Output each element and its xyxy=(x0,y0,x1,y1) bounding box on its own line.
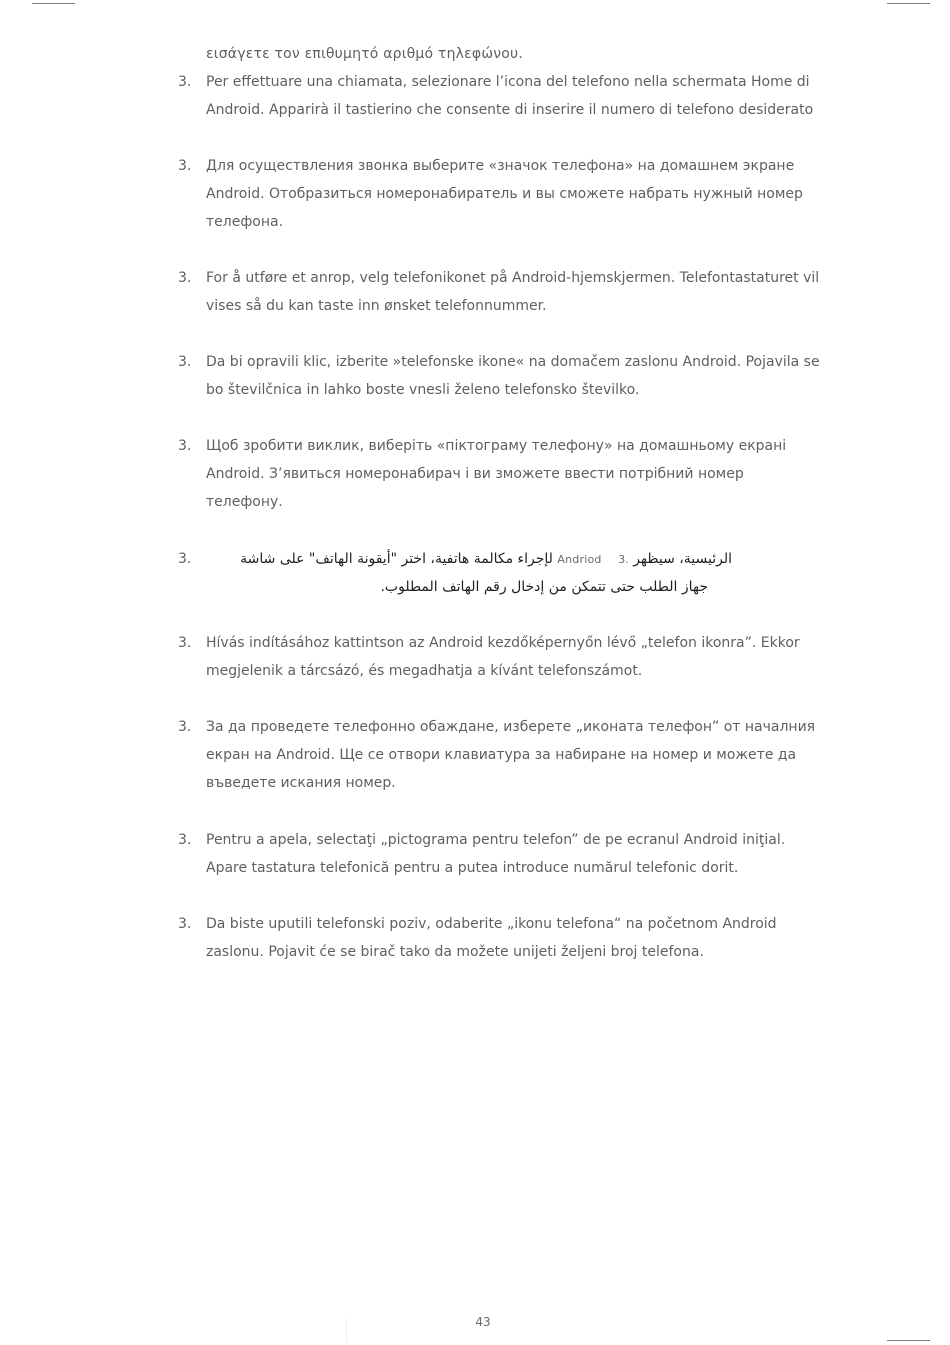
item-number-hungarian: 3. xyxy=(178,635,192,651)
item-hungarian-line-1: Hívás indításához kattintson az Android kezdőképernyőn lévő „telefon ikonra”. Ekkor xyxy=(206,635,800,651)
item-italian-line-1: Per effettuare una chiamata, selezionare l’icona del telefono nella schermata Home di xyxy=(206,74,810,90)
item-number-arabic: 3. xyxy=(178,551,192,567)
crop-mark-top-left xyxy=(32,3,75,4)
item-ukrainian-line-3: телефону. xyxy=(206,494,283,510)
item-slovenian-line-2: bo številčnica in lahko boste vnesli želeno telefonsko številko. xyxy=(206,382,640,398)
item-number-ukrainian: 3. xyxy=(178,438,192,454)
item-russian-line-3: телефона. xyxy=(206,214,284,230)
item-romanian-line-1: Pentru a apela, selectaţi „pictograma pentru telefon” de pe ecranul Android iniţial. xyxy=(206,832,786,848)
item-romanian-line-2: Apare tastatura telefonică pentru a putea introduce numărul telefonic dorit. xyxy=(206,860,739,876)
item-ukrainian-line-1: Щоб зробити виклик, виберіть «піктограму телефону» на домашньому екрані xyxy=(206,438,787,454)
item-number-croatian: 3. xyxy=(178,916,192,932)
item-croatian-line-2: zaslonu. Pojavit će se birač tako da možete unijeti željeni broj telefona. xyxy=(206,944,704,960)
item-arabic-line-1 xyxy=(200,551,732,567)
page-number: 43 xyxy=(475,1315,491,1329)
item-bulgarian-line-1: За да проведете телефонно обаждане, изберете „иконата телефон” от началния xyxy=(206,719,816,735)
arabic-item-number: .3 xyxy=(618,553,629,566)
item-bulgarian-line-3: въведете искания номер. xyxy=(206,775,396,791)
item-slovenian-line-1: Da bi opravili klic, izberite »telefonske ikone« na domačem zaslonu Android. Pojavila se xyxy=(206,354,820,370)
item-number-norwegian: 3. xyxy=(178,270,192,286)
crop-mark-bottom-right xyxy=(887,1340,930,1341)
item-bulgarian-line-2: екран на Android. Ще се отвори клавиатура за набиране на номер и можете да xyxy=(206,747,797,763)
item-arabic-line-2: جهاز الطلب حتى تتمكن من إدخال رقم الهاتف المطلوب. xyxy=(380,579,708,595)
item-number-romanian: 3. xyxy=(178,832,192,848)
arabic-text-part-a: لإجراء مكالمة هاتفية، اختر "أيقونة الهاتف" على شاشة xyxy=(240,551,553,567)
arabic-text-part-c: الرئيسية، سيظهر xyxy=(633,551,732,567)
item-ukrainian-line-2: Android. З’явиться номеронабирач і ви зможете ввести потрібний номер xyxy=(206,466,744,482)
item-croatian-line-1: Da biste uputili telefonski poziv, odaberite „ikonu telefona“ na početnom Android xyxy=(206,916,777,932)
item-hungarian-line-2: megjelenik a tárcsázó, és megadhatja a kívánt telefonszámot. xyxy=(206,663,643,679)
item-number-bulgarian: 3. xyxy=(178,719,192,735)
arabic-android-word: Andriod xyxy=(557,553,602,566)
item-russian-line-1: Для осуществления звонка выберите «значок телефона» на домашнем экране xyxy=(206,158,795,174)
crop-mark-top-right xyxy=(887,3,930,4)
item-number-russian: 3. xyxy=(178,158,192,174)
item-number-slovenian: 3. xyxy=(178,354,192,370)
item-norwegian-line-1: For å utføre et anrop, velg telefonikonet på Android-hjemskjermen. Telefontastaturet vil xyxy=(206,270,820,286)
item-italian-line-2: Android. Apparirà il tastierino che consente di inserire il numero di telefono desiderato xyxy=(206,102,814,118)
item-russian-line-2: Android. Отобразиться номеронабиратель и вы сможете набрать нужный номер xyxy=(206,186,803,202)
greek-continuation: εισάγετε τον επιθυμητό αριθμό τηλεφώνου. xyxy=(206,46,523,62)
item-number-italian: 3. xyxy=(178,74,192,90)
item-norwegian-line-2: vises så du kan taste inn ønsket telefonnummer. xyxy=(206,298,547,314)
